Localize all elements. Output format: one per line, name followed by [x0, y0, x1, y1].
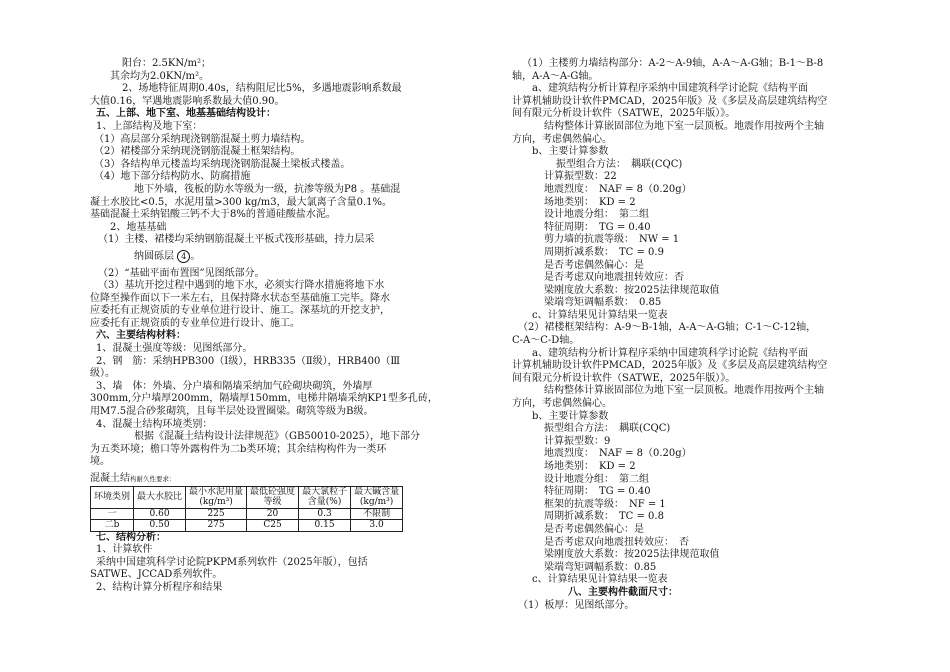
text-line: 大值0.16，罕遇地震影响系数最大值0.90。 [90, 95, 285, 107]
text-line: 2、场地特征周期0.40s，结构阻尼比5%，多遇地震影响系数最 [122, 83, 402, 95]
text-line: 阳台：2.5KN/m²； [122, 58, 211, 69]
text-line: 方向，考虑偶然偏心。 [512, 398, 612, 410]
text-line: 是否考虑偶然偏心：是 [544, 259, 644, 271]
text-line: 框架的抗震等级： NF = 1 [544, 498, 666, 510]
text-line: 2、结构计算分析程序和结果 [96, 581, 223, 593]
col-header: 环境类别 [91, 486, 134, 508]
text-line: （4）地下部分结构防水、防腐措施 [94, 171, 251, 183]
table-row [91, 520, 403, 532]
text-line: 振型组合方法： 耦联(CQC) [556, 158, 683, 170]
text-line: 境。 [90, 456, 110, 468]
text-line: 应委托有正规资质的专业单位进行设计、施工。 [90, 317, 300, 329]
text-line: 是否考虑双向地震扭转效应：否 [544, 272, 684, 284]
text-line: b、主要计算参数 [532, 146, 609, 158]
durability-table [90, 486, 403, 532]
table-cell: 3.0 [351, 520, 403, 532]
text-line: b、主要计算参数 [532, 410, 609, 422]
text-line: （2）裙楼框架结构：A-9～B-1轴，A-A～A-G轴；C-1～C-12轴， [518, 322, 817, 334]
text-line: （1）主楼剪力墙结构部分：A-2～A-9轴，A-A～A-G轴；B-1～B-8 [522, 58, 824, 69]
text-line: 基础混凝土采纳铝酸三钙不大于8%的普通硅酸盐水泥。 [90, 209, 336, 221]
table-cell: 二b [91, 520, 134, 532]
text-line: 1、计算软件 [96, 544, 153, 556]
col-header: 最大水胶比 [134, 486, 186, 508]
text-line: 地下外墙，筏板的防水等级为一级，抗渗等级为P8 。基础混 [134, 183, 401, 195]
text-line: c、计算结果见计算结果一览表 [532, 309, 668, 321]
text-line: （1）高层部分采纳现浇钢筋混凝土剪力墙结构。 [94, 133, 311, 145]
text-line: 凝土水胶比<0.5，水泥用量>300 kg/m3，最大氯离子含量0.1%。 [90, 196, 393, 208]
text-line: 位降至操作面以下一米左右，且保持降水状态至基础施工完毕。降水 [90, 292, 390, 304]
text-line: 根据《混凝土结构设计法律规范》（GB50010-2025），地下部分 [134, 431, 420, 443]
left-column [90, 58, 442, 595]
circled-number: 4 [177, 250, 190, 263]
table-title [90, 473, 442, 486]
text-line: 是否考虑双向地震扭转效应： 否 [544, 536, 689, 548]
table-cell: C25 [247, 520, 299, 532]
text-line: 采纳中国建筑科学讨论院PKPM系列软件（2025年版），包括 [96, 556, 368, 568]
col-header: 最小水泥用量 (kg/m³) [186, 486, 247, 508]
text-line: 计算振型数：9 [544, 435, 611, 447]
text-line: 梁刚度放大系数：按2025法律规范取值 [544, 549, 720, 561]
col-header: 最大碱含量 (kg/m³) [351, 486, 403, 508]
section-heading: 五、上部、地下室、地基基础结构设计： [96, 108, 276, 120]
text-line: 4、混凝土结构环境类别： [96, 418, 213, 430]
table-title-small: 构耐久性要求： [130, 475, 176, 483]
text-line: 特征周期： TG = 0.40 [544, 486, 651, 498]
section-heading: 七、结构分析： [96, 531, 166, 543]
text-line: 结构整体计算嵌固部位为地下室一层顶板。地震作用按两个主轴 [544, 385, 824, 397]
text-line: 周期折减系数： TC = 0.9 [544, 246, 664, 258]
text-line: 场地类别： KD = 2 [544, 196, 636, 208]
text-line: 场地类别： KD = 2 [544, 461, 636, 472]
section-heading: 六、主要结构材料： [96, 330, 186, 342]
table-row [91, 508, 403, 520]
text-line: （2）“基础平面布置图”见图纸部分。 [98, 267, 265, 279]
text-line: 梁端弯矩调幅系数： 0.85 [544, 297, 662, 309]
text-line: 应委托有正规资质的专业单位进行设计、施工。深基坑的开挖支护， [90, 305, 390, 317]
text-line: 周期折减系数： TC = 0.8 [544, 511, 664, 523]
text-line: 轴，A-A～A-G轴。 [512, 70, 599, 82]
table-header-row [91, 486, 403, 508]
text-line: （1）主楼、裙楼均采纳钢筋混凝土平板式筏形基础，持力层采 [98, 234, 375, 246]
text-line: 计算机辅助设计软件PMCAD，2025年版》及《多层及高层建筑结构空 [512, 95, 828, 107]
table-cell: 20 [247, 508, 299, 520]
text-line: 计算振型数：22 [544, 171, 617, 183]
text-line: （2）裙楼部分采纳现浇钢筋混凝土框架结构。 [94, 146, 301, 158]
text-line: 设计地震分组： 第二组 [544, 209, 649, 221]
text-line: 地震烈度： NAF = 8（0.20g） [544, 183, 692, 195]
table-cell: 0.60 [134, 508, 186, 520]
text-line: 用M7.5混合砂浆砌筑，且每半层处设置圈梁。砌筑等级为B级。 [90, 406, 374, 418]
text-line: 2、地基基础 [110, 221, 167, 233]
section-heading: 八、主要构件截面尺寸： [568, 586, 678, 598]
text-line: 1、上部结构及地下室： [96, 120, 203, 132]
text-line: 设计地震分组： 第二组 [544, 473, 649, 485]
table-cell: 0.3 [299, 508, 351, 520]
text-line: 地震烈度： NAF = 8（0.20g） [544, 448, 692, 460]
table-cell: 225 [186, 508, 247, 520]
text-line: 级）。 [90, 368, 115, 380]
text-line: a、建筑结构分析计算程序采纳中国建筑科学讨论院《结构平面 [532, 347, 808, 359]
text-line: SATWE、JCCAD系列软件。 [90, 569, 223, 581]
text-line: 3、墙 体：外墙、分户墙和隔墙采纳加气砼砌块砌筑，外墙厚 [96, 380, 373, 392]
table-title-main: 混凝土结 [90, 473, 130, 484]
text-line: 其余均为2.0KN/m²。 [110, 70, 209, 82]
text-line: C-A～C-D轴。 [512, 335, 580, 347]
text-line: 300mm,分户墙厚200mm，隔墙厚150mm，电梯井隔墙采纳KP1型多孔砖， [90, 393, 438, 405]
text-line: 是否考虑偶然偏心：是 [544, 523, 644, 535]
text-line: 结构整体计算嵌固部位为地下室一层顶板。地震作用按两个主轴 [544, 120, 824, 132]
text-line [90, 250, 442, 264]
text-line: （3）各结构单元楼盖均采纳现浇钢筋混凝土梁板式楼盖。 [94, 158, 351, 170]
text-line: 方向，考虑偶然偏心。 [512, 133, 612, 145]
table-cell: 275 [186, 520, 247, 532]
table-cell: 不限制 [351, 508, 403, 520]
text-line: 计算机辅助设计软件PMCAD，2025年版》及《多层及高层建筑结构空 [512, 360, 828, 372]
text-line: 为五类环境；檐口等外露构件为二b类环境；其余结构构件为一类环 [90, 443, 387, 455]
text-line: 特征周期： TG = 0.40 [544, 221, 651, 233]
table-cell: 一 [91, 508, 134, 520]
text-line: c、计算结果见计算结果一览表 [532, 574, 668, 586]
text-line: （1）板厚：见图纸部分。 [518, 599, 635, 611]
text-fragment: 纳圆砾层 [134, 250, 174, 262]
col-header: 最低砼强度 等级 [247, 486, 299, 508]
text-line: 梁端弯矩调幅系数：0.85 [544, 561, 657, 573]
col-header: 最大氯粒子 含量(%) [299, 486, 351, 508]
text-line: 振型组合方法： 耦联(CQC) [544, 423, 671, 435]
text-fragment: 。 [190, 250, 201, 262]
text-line: 间有限元分析设计软件（SATWE，2025年版）》。 [512, 108, 736, 120]
text-line: 梁刚度放大系数：按2025法律规范取值 [544, 284, 720, 296]
text-line: 间有限元分析设计软件（SATWE，2025年版）》。 [512, 372, 736, 384]
text-line: （3）基坑开挖过程中遇到的地下水，必须实行降水措施将地下水 [98, 280, 385, 292]
text-line: 2、钢 筋：采纳HPB300（Ⅰ级），HRB335（Ⅱ级），HRB400（Ⅲ [96, 355, 401, 367]
text-line: 剪力墙的抗震等级： NW = 1 [544, 234, 680, 246]
table-cell: 0.50 [134, 520, 186, 532]
text-line: 1、混凝土强度等级：见图纸部分。 [96, 343, 253, 355]
text-line: a、建筑结构分析计算程序采纳中国建筑科学讨论院《结构平面 [532, 83, 808, 95]
right-column [512, 58, 866, 612]
table-cell: 0.15 [299, 520, 351, 532]
